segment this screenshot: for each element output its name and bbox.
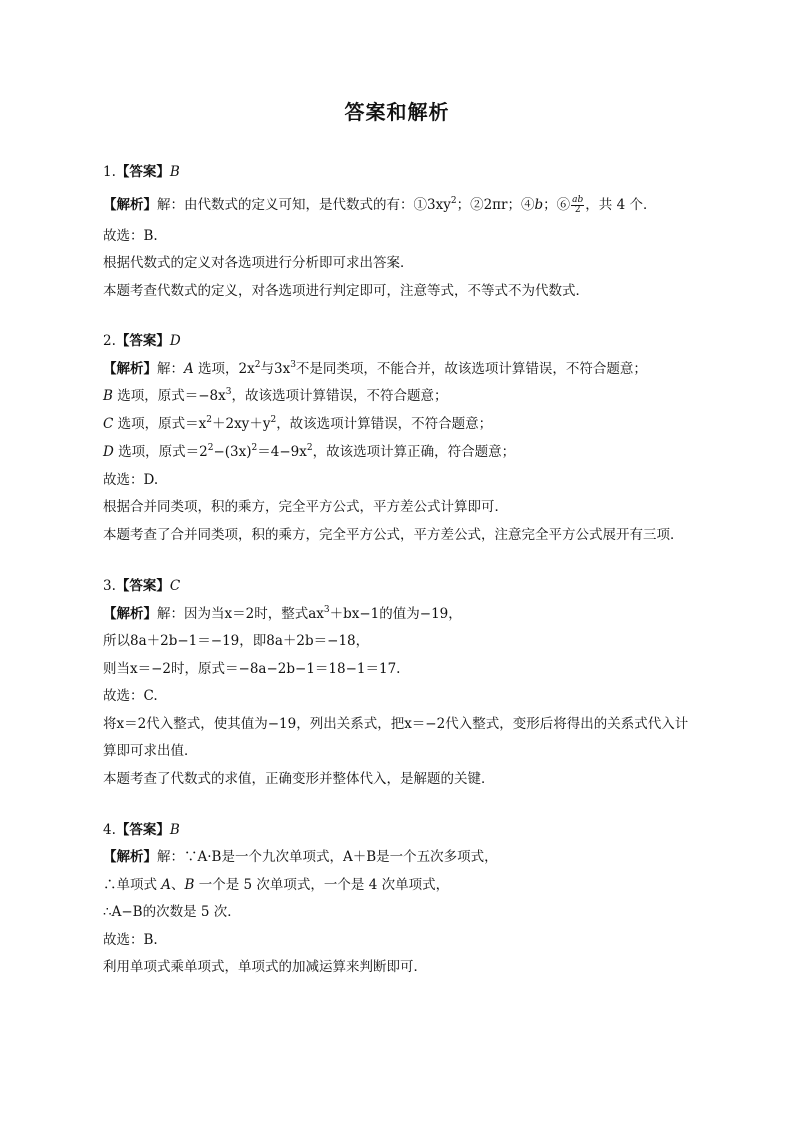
q2-exp-1: 2 xyxy=(254,360,261,370)
q2-d-text-a: 选项，原式＝2 xyxy=(113,444,208,460)
q2-d-exp-1: 2 xyxy=(207,443,214,453)
q4-analysis-tag: 【解析】 xyxy=(103,849,157,865)
q4-var-a: A xyxy=(161,877,172,893)
q2-answer-value: D xyxy=(169,333,181,349)
q1-analysis-text-d: ，共 4 个． xyxy=(585,197,657,213)
q2-text-a: 解： xyxy=(157,361,184,377)
q3-text-a: 解：因为当x＝2时，整式ax xyxy=(157,606,324,622)
q4-number: 4. xyxy=(103,822,116,838)
q1-choice-line: 故选：B. xyxy=(103,228,158,244)
q2-option-a: A xyxy=(184,361,194,377)
q1-answer-tag: 【答案】 xyxy=(115,164,170,180)
q4-step-1 xyxy=(103,875,449,895)
q2-b-text-a: 选项，原式＝−8x xyxy=(112,388,226,404)
q2-option-c: C xyxy=(103,416,114,432)
q2-option-b: B xyxy=(103,388,113,404)
q1-var-b: b xyxy=(534,197,544,213)
q4-choice-line: 故选：B. xyxy=(103,932,158,948)
q2-text-b: 选项，2x xyxy=(193,361,255,377)
q2-b-text-b: ，故该选项计算错误，不符合题意； xyxy=(231,388,448,404)
q1-answer-value: B xyxy=(169,164,180,180)
q3-answer-tag: 【答案】 xyxy=(115,578,170,594)
q2-analysis-line xyxy=(103,359,647,379)
q4-text-1: 解：∵A·B是一个九次单项式，A＋B是一个五次多项式， xyxy=(157,849,498,865)
q4-answer-tag: 【答案】 xyxy=(115,822,170,838)
q2-answer-tag: 【答案】 xyxy=(115,333,170,349)
q2-d-exp-2: 2 xyxy=(251,443,258,453)
q2-option-d-line xyxy=(103,442,515,462)
q1-number: 1. xyxy=(103,164,116,180)
q3-number: 3. xyxy=(103,578,116,594)
q3-step-2: 则当x＝−2时，原式＝−8a−2b−1＝18−1＝17. xyxy=(103,661,401,677)
q3-answer-value: C xyxy=(169,578,181,594)
q4-step-2: ∴A−B的次数是 5 次． xyxy=(103,904,241,920)
q2-analysis-tag: 【解析】 xyxy=(103,361,157,377)
q2-d-text-b: −(3x) xyxy=(213,444,252,460)
q4-method-line: 利用单项式乘单项式，单项式的加减运算来判断即可． xyxy=(103,959,427,975)
q2-option-d: D xyxy=(103,444,114,460)
q2-method-line: 根据合并同类项，积的乘方，完全平方公式，平方差公式计算即可． xyxy=(103,499,508,515)
q1-analysis-line xyxy=(103,195,656,215)
q1-method-line: 根据代数式的定义对各选项进行分析即可求出答案． xyxy=(103,255,414,271)
q2-c-exp-2: 2 xyxy=(270,415,277,425)
q1-analysis-tag: 【解析】 xyxy=(103,197,157,213)
page-title: 答案和解析 xyxy=(344,100,450,124)
q2-answer-line xyxy=(103,331,181,351)
q1-analysis-text-a: 解：由代数式的定义可知，是代数式的有：①3xy xyxy=(157,197,451,213)
q4-var-b: B xyxy=(184,877,195,893)
q3-analysis-line xyxy=(103,604,462,624)
q2-d-text-d: ，故该选项计算正确，符合题意； xyxy=(312,444,516,460)
q4-step1-c: 一个是 5 次单项式，一个是 4 次单项式， xyxy=(194,877,450,893)
q1-summary-line: 本题考查代数式的定义，对各选项进行判定即可，注意等式，不等式不为代数式． xyxy=(103,283,589,299)
q3-choice-line: 故选：C. xyxy=(103,688,158,704)
q1-fraction-numerator: ab xyxy=(572,195,584,205)
q3-summary-line: 本题考查了代数式的求值，正确变形并整体代入，是解题的关键． xyxy=(103,771,495,787)
q2-b-exp: 3 xyxy=(225,387,232,397)
q2-text-d: 不是同类项，不能合并，故该选项计算错误，不符合题意； xyxy=(295,361,647,377)
q1-analysis-text-b: ；②2πr；④ xyxy=(456,197,535,213)
q2-option-b-line xyxy=(103,386,447,406)
q4-answer-value: B xyxy=(169,822,180,838)
q2-c-text-c: ，故该选项计算错误，不符合题意； xyxy=(276,416,493,432)
q3-exp: 3 xyxy=(323,605,330,615)
q3-answer-line xyxy=(103,576,180,596)
q2-c-text-a: 选项，原式＝x xyxy=(113,416,207,432)
q1-fraction-denominator: 2 xyxy=(574,205,581,215)
q1-exponent: 2 xyxy=(450,196,457,206)
q2-text-c: 与3x xyxy=(260,361,291,377)
q2-c-text-b: ＋2xy＋y xyxy=(211,416,271,432)
q2-summary-line: 本题考查了合并同类项，积的乘方，完全平方公式，平方差公式，注意完全平方公式展开有三项． xyxy=(103,527,684,543)
q2-option-c-line xyxy=(103,414,492,434)
q4-answer-line xyxy=(103,820,180,840)
q2-c-exp-1: 2 xyxy=(206,415,212,425)
q1-analysis-text-c: ；⑥ xyxy=(543,197,571,213)
q2-d-exp-3: 2 xyxy=(306,443,313,453)
q3-text-b: ＋bx−1的值为−19， xyxy=(329,606,462,622)
q2-d-text-c: ＝4−9x xyxy=(257,444,307,460)
q2-exp-2: 3 xyxy=(290,360,296,370)
q1-answer-line xyxy=(103,162,180,182)
q3-analysis-tag: 【解析】 xyxy=(103,606,157,622)
q4-analysis-line xyxy=(103,847,498,867)
q3-method-line-2: 算即可求出值． xyxy=(103,743,198,759)
q3-method-line-1: 将x＝2代入整式，使其值为−19，列出关系式，把x＝−2代入整式，变形后将得出的关系式代入计 xyxy=(103,716,689,732)
q4-separator: 、 xyxy=(171,877,185,893)
q2-number: 2. xyxy=(103,333,116,349)
q4-step1-a: ∴单项式 xyxy=(103,877,162,893)
q3-step-1: 所以8a＋2b−1＝−19，即8a＋2b＝−18， xyxy=(103,633,370,649)
q1-fraction xyxy=(571,196,584,215)
q2-choice-line: 故选：D. xyxy=(103,472,159,488)
